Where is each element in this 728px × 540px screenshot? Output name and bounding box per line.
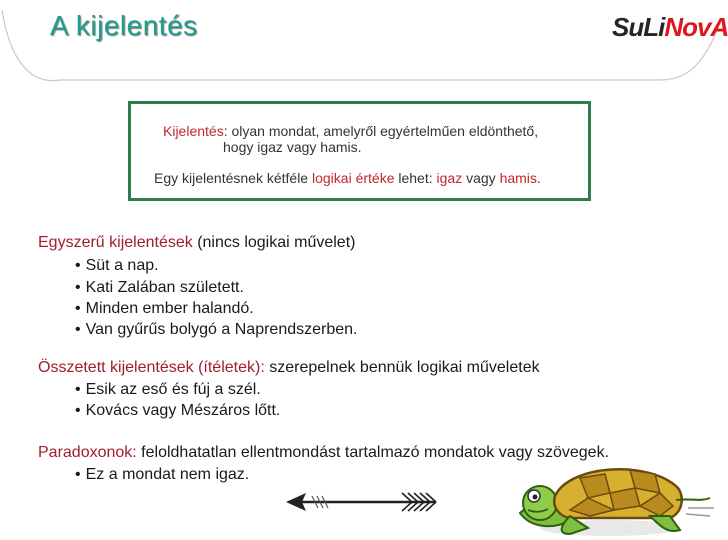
compound-statements-heading: Összetett kijelentések (ítéletek): szerepelnek bennük logikai műveletek — [38, 359, 540, 376]
definition-line-1: Kijelentés: olyan mondat, amelyről egyértelműen eldönthető, — [163, 123, 539, 139]
list-item: • Kovács vagy Mészáros lőtt. — [75, 400, 280, 421]
arrow-icon — [284, 482, 444, 522]
definition-line-2: hogy igaz vagy hamis. — [223, 139, 362, 155]
slide-title: A kijelentés — [50, 10, 198, 41]
turtle-icon — [510, 458, 720, 540]
sulinova-logo: SuLiNovA — [612, 12, 728, 42]
list-item: • Minden ember halandó. — [75, 298, 254, 319]
definition-line-3: Egy kijelentésnek kétféle logikai értéke lehet: igaz vagy hamis. — [154, 170, 541, 186]
paradoxes-heading: Paradoxonok: feloldhatatlan ellentmondást tartalmazó mondatok vagy szövegek. — [38, 444, 610, 461]
list-item: • Van gyűrűs bolygó a Naprendszerben. — [75, 319, 357, 340]
list-item: • Kati Zalában született. — [75, 277, 244, 298]
list-item: • Esik az eső és fúj a szél. — [75, 379, 261, 400]
definition-box — [128, 101, 591, 201]
list-item: • Ez a mondat nem igaz. — [75, 464, 249, 485]
simple-statements-heading: Egyszerű kijelentések (nincs logikai művelet) — [38, 234, 356, 251]
list-item: • Süt a nap. — [75, 255, 159, 276]
